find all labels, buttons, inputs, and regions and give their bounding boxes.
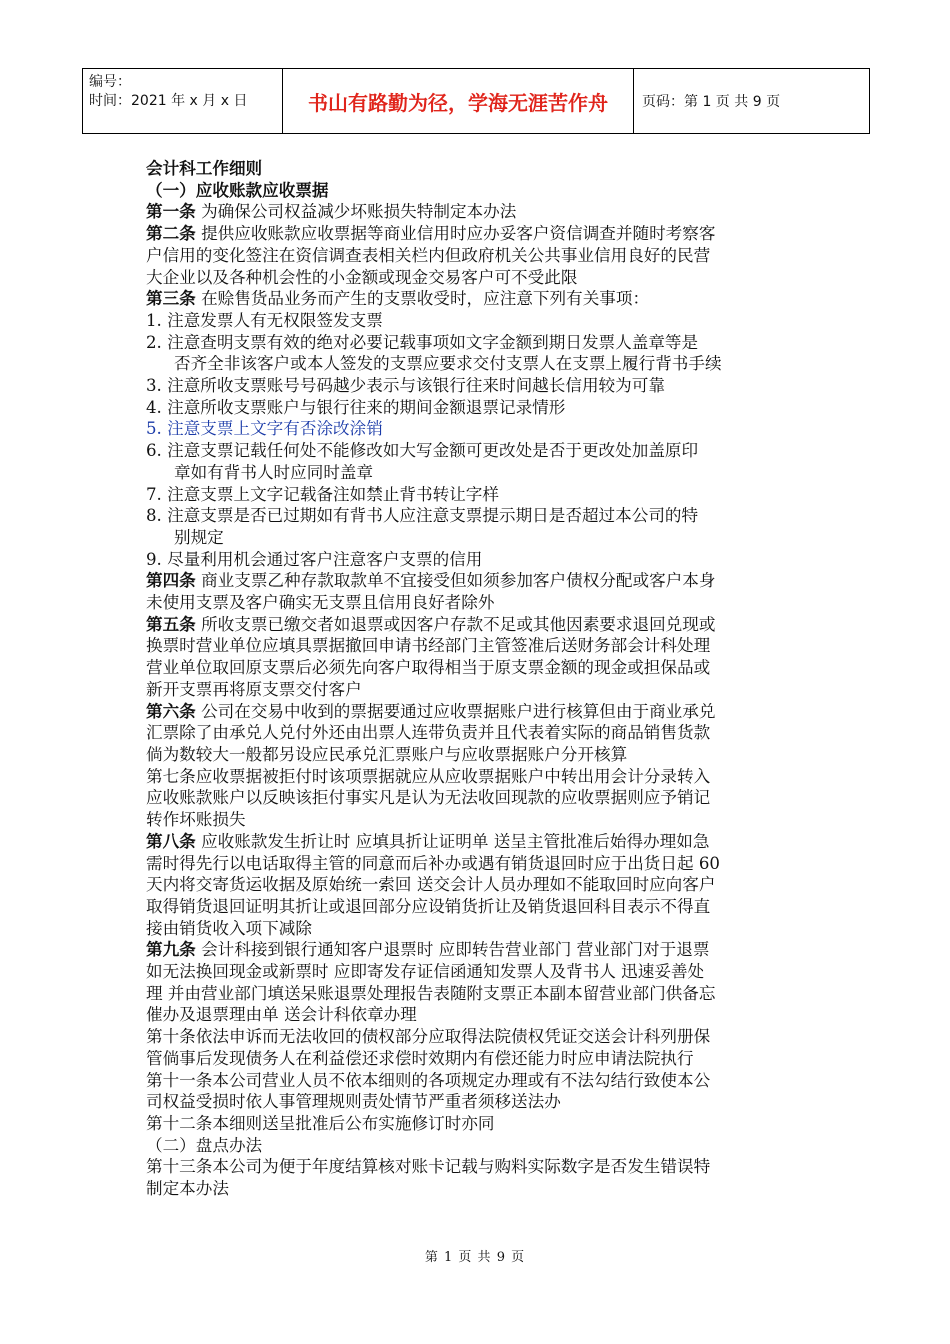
list-item: 9. 尽量利用机会通过客户注意客户支票的信用 (146, 549, 483, 569)
article-2 (146, 223, 806, 245)
text-line: 需时得先行以电话取得主管的同意而后补办或遇有销货退回时应于出货日起 60 (146, 853, 720, 873)
list-item-continuation: 否齐全非该客户或本人签发的支票应要求交付支票人在支票上履行背书手续 (174, 354, 722, 374)
text-line: 接由销货收入项下减除 (146, 918, 312, 938)
code-label: 编号： (89, 74, 131, 90)
article-7: 第七条应收票据被拒付时该项票据就应从应收票据账户中转出用会计分录转入 (146, 766, 711, 786)
article-label: 第九条 (146, 940, 196, 960)
article-label: 第五条 (146, 614, 196, 634)
article-text: 会计科接到银行通知客户退票时 应即转告营业部门 营业部门对于退票 (201, 940, 710, 960)
text-line: 如无法换回现金或新票时 应即寄发存证信函通知发票人及背书人 迅速妥善处 (146, 962, 705, 982)
section-heading-1: （一）应收账款应收票据 (146, 180, 329, 200)
article-1 (146, 201, 806, 223)
list-item: 3. 注意所收支票账号号码越少表示与该银行往来时间越长信用较为可靠 (146, 376, 665, 396)
article-3 (146, 288, 806, 310)
article-text: 商业支票乙种存款取款单不宜接受但如须参加客户债权分配或客户本身 (201, 571, 716, 591)
article-label: 第六条 (146, 701, 196, 721)
text-line: 天内将交寄货运收据及原始统一索回 送交会计人员办理如不能取回时应向客户 (146, 875, 716, 895)
article-label: 第四条 (146, 571, 196, 591)
article-8 (146, 831, 806, 853)
article-text: 应收账款发生折让时 应填具折让证明单 送呈主管批准后始得办理如急 (201, 831, 710, 851)
list-item: 8. 注意支票是否已过期如有背书人应注意支票提示期日是否超过本公司的特 (146, 506, 699, 526)
text-line: 新开支票再将原支票交付客户 (146, 679, 362, 699)
text-line: 催办及退票理由单 送会计科依章办理 (146, 1005, 417, 1025)
article-text: 所收支票已缴交者如退票或因客户存款不足或其他因素要求退回兑现或 (201, 614, 716, 634)
article-label: 第八条 (146, 831, 196, 851)
article-text: 在赊售货品业务而产生的支票收受时，应注意下列有关事项： (201, 289, 650, 309)
list-item-text: 5. 注意支票上文字有否涂改涂销 (146, 419, 383, 439)
document-body (146, 158, 806, 1200)
text-line: 转作坏账损失 (146, 810, 246, 830)
section-heading-2: （二）盘点办法 (146, 1135, 263, 1155)
article-label: 第三条 (146, 289, 196, 309)
text-line: 未使用支票及客户确实无支票且信用良好者除外 (146, 593, 495, 613)
article-label: 第二条 (146, 224, 196, 244)
article-13: 第十三条本公司为便于年度结算核对账卡记载与购料实际数字是否发生错误特 (146, 1157, 711, 1177)
text-line: 理 并由营业部门填送呆账退票处理报告表随附支票正本副本留营业部门供备忘 (146, 983, 716, 1003)
text-line: 倘为数较大一般都另设应民承兑汇票账户与应收票据账户分开核算 (146, 744, 628, 764)
article-11: 第十一条本公司营业人员不依本细则的各项规定办理或有不法勾结行致使本公 (146, 1070, 711, 1090)
text-line: 户信用的变化签注在资信调查表相关栏内但政府机关公共事业信用良好的民营 (146, 245, 711, 265)
list-item (146, 418, 806, 440)
header-table (82, 68, 870, 134)
list-item-continuation: 章如有背书人时应同时盖章 (174, 462, 374, 482)
article-label: 第一条 (146, 202, 196, 222)
text-line: 应收账款账户以反映该拒付事实凡是认为无法收回现款的应收票据则应予销记 (146, 788, 711, 808)
article-4 (146, 570, 806, 592)
text-line: 营业单位取回原支票后必须先向客户取得相当于原支票金额的现金或担保品或 (146, 658, 711, 678)
article-6 (146, 701, 806, 723)
document-title: 会计科工作细则 (146, 159, 263, 178)
list-item-continuation: 别规定 (174, 527, 224, 547)
article-5 (146, 614, 806, 636)
article-text: 为确保公司权益减少坏账损失特制定本办法 (201, 202, 517, 222)
text-line: 司权益受损时依人事管理规则责处情节严重者须移送法办 (146, 1092, 561, 1112)
text-line: 制定本办法 (146, 1179, 229, 1199)
list-item: 2. 注意查明支票有效的绝对必要记载事项如文字金额到期日发票人盖章等是 (146, 332, 699, 352)
page-footer: 第 1 页 共 9 页 (424, 1250, 526, 1265)
list-item: 7. 注意支票上文字记载备注如禁止背书转让字样 (146, 484, 499, 504)
article-text: 提供应收账款应收票据等商业信用时应办妥客户资信调查并随时考察客 (201, 224, 716, 244)
article-9 (146, 939, 806, 961)
article-10: 第十条依法申诉而无法收回的债权部分应取得法院债权凭证交送会计科列册保 (146, 1027, 711, 1047)
text-line: 换票时营业单位应填具票据撤回申请书经部门主管签准后送财务部会计科处理 (146, 636, 711, 656)
list-item: 6. 注意支票记载任何处不能修改如大写金额可更改处是否于更改处加盖原印 (146, 441, 699, 461)
text-line: 大企业以及各种机会性的小金额或现金交易客户可不受此限 (146, 267, 578, 287)
header-left-cell (83, 69, 283, 133)
header-page-info: 页码：第 1 页 共 9 页 (642, 94, 781, 110)
time-label: 时间：2021 年 x 月 x 日 (89, 93, 248, 109)
text-line: 管倘事后发现债务人在利益偿还求偿时效期内有偿还能力时应申请法院执行 (146, 1048, 694, 1068)
list-item: 1. 注意发票人有无权限签发支票 (146, 310, 383, 330)
list-item: 4. 注意所收支票账户与银行往来的期间金额退票记录情形 (146, 397, 566, 417)
article-12: 第十二条本细则送呈批准后公布实施修订时亦同 (146, 1113, 495, 1133)
text-line: 取得销货退回证明其折让或退回部分应设销货折让及销货退回科目表示不得直 (146, 896, 711, 916)
article-text: 公司在交易中收到的票据要通过应收票据账户进行核算但由于商业承兑 (201, 701, 716, 721)
text-line: 汇票除了由承兑人兑付外还由出票人连带负责并且代表着实际的商品销售货款 (146, 723, 711, 743)
header-motto: 书山有路勤为径，学海无涯苦作舟 (283, 69, 634, 133)
